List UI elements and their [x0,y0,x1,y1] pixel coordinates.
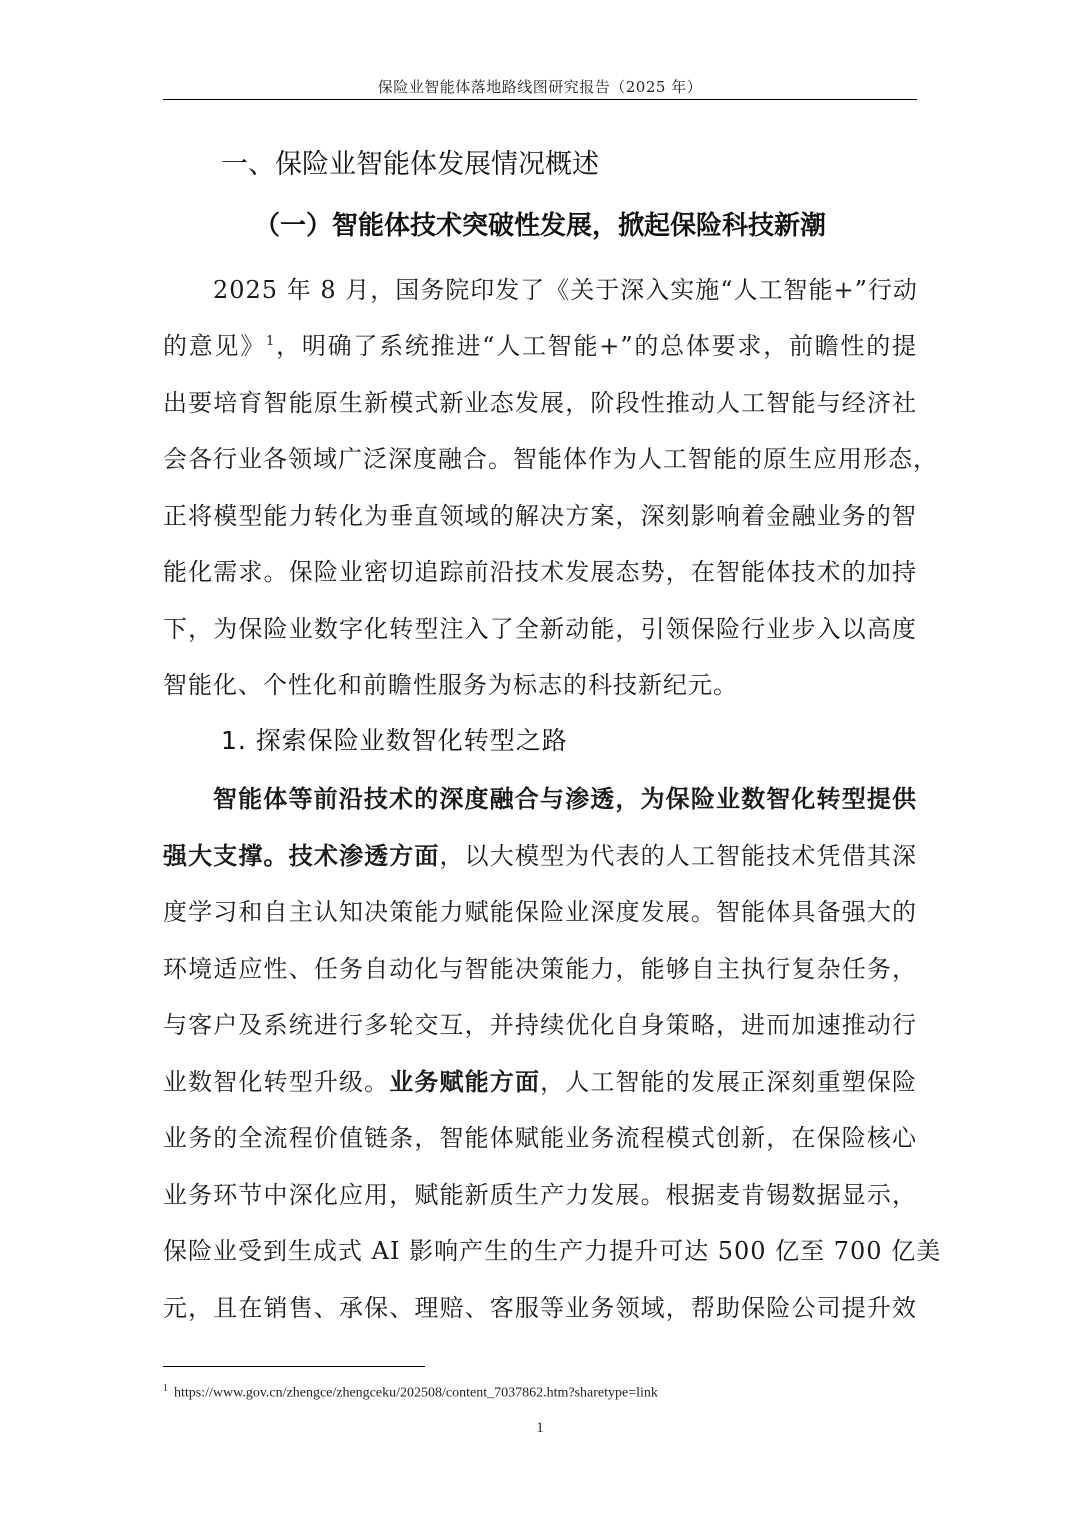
footnote [163,1379,658,1404]
paragraph-line: 能化需求。保险业密切追踪前沿技术发展态势，在智能体技术的加持 [163,558,917,586]
numbered-subheading: 1. 探索保险业数智化转型之路 [221,726,568,755]
paragraph-line: 环境适应性、任务自动化与智能决策能力，能够自主执行复杂任务， [163,955,917,983]
subsection-heading: （一）智能体技术突破性发展，掀起保险科技新潮 [253,211,826,241]
header-divider [163,99,917,100]
footnote-divider [163,1366,425,1367]
paragraph-line: 出要培育智能原生新模式新业态发展，阶段性推动人工智能与经济社 [163,389,917,417]
footnote-mark: 1 [163,1383,168,1394]
paragraph-line: 与客户及系统进行多轮交互，并持续优化自身策略，进而加速推动行 [163,1011,917,1039]
text-span: ，以大模型为代表的人工智能技术凭借其深 [439,842,918,870]
paragraph-line: 业务环节中深化应用，赋能新质生产力发展。根据麦肯锡数据显示， [163,1181,917,1209]
paragraph-line: 会各行业各领域广泛深度融合。智能体作为人工智能的原生应用形态， [163,445,938,473]
text-span: ，人工智能的发展正深刻重塑保险 [540,1068,918,1096]
paragraph-line: 2025 年 8 月，国务院印发了《关于深入实施“人工智能+”行动 [213,276,918,304]
bold-text-span: 强大支撑。技术渗透方面 [163,842,440,870]
footnote-reference[interactable]: 1 [266,334,276,349]
running-header-title: 保险业智能体落地路线图研究报告（2025 年） [377,78,703,96]
paragraph-line: 保险业受到生成式 AI 影响产生的生产力提升可达 500 亿至 700 亿美 [163,1237,942,1265]
paragraph-line: 业务的全流程价值链条，智能体赋能业务流程模式创新，在保险核心 [163,1124,917,1152]
text-span: ，明确了系统推进“人工智能+”的总体要求，前瞻性的提 [275,332,917,360]
page-number: 1 [536,1420,544,1436]
text-span: 业数智化转型升级。 [163,1068,390,1096]
bold-text-span: 业务赋能方面 [389,1068,541,1096]
section-heading: 一、保险业智能体发展情况概述 [221,149,599,180]
text-span: 的意见》 [163,332,267,360]
paragraph-line [163,836,917,876]
paragraph-line: 下，为保险业数字化转型注入了全新动能，引领保险行业步入以高度 [163,615,917,643]
paragraph-line: 智能化、个性化和前瞻性服务为标志的科技新纪元。 [163,671,738,699]
paragraph-line: 智能体等前沿技术的深度融合与渗透，为保险业数智化转型提供 [213,785,917,813]
footnote-link[interactable]: https://www.gov.cn/zhengce/zhengceku/202508/content_7037862.htm?sharetype=link [174,1385,658,1401]
paragraph-line: 元，且在销售、承保、理赔、客服等业务领域，帮助保险公司提升效 [163,1294,917,1322]
paragraph-line [163,326,917,366]
paragraph-line: 度学习和自主认知决策能力赋能保险业深度发展。智能体具备强大的 [163,898,917,926]
paragraph-line [163,1062,917,1102]
paragraph-line: 正将模型能力转化为垂直领域的解决方案，深刻影响着金融业务的智 [163,502,917,530]
